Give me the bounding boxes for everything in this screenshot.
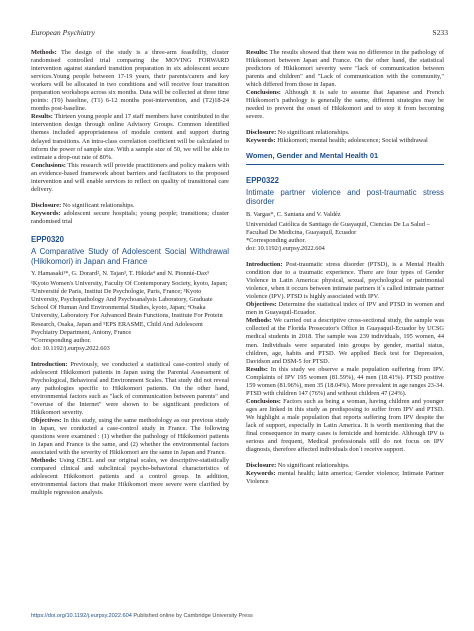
author-list: B. Vargas*, C. Santana and V. Valdéz [246, 210, 341, 218]
disclosure-paragraph: Disclosure: No significant relationships. [246, 462, 350, 470]
affiliations: ¹Kyoto Women's University, Faculty Of Contemporary Society, kyoto, Japan; ²Université de Paris, Institut De Psychologie, Paris, France; ³Kyoto University, Psychopathology And Psychoanalysis Laboratory, Graduate School Of Human And Environmental Studies, kyoto, Japan; ⁴Osaka University, Laboratory For Advanced Brain Functions, Institute For Protein Research, Osaka, Japan and ⁵EPS ERASME, Child And Adolescent Psychiatry Department, Antony, France [31, 280, 228, 336]
doi-link[interactable]: https://doi.org/10.1192/j.eurpsy.2022.604 [31, 613, 132, 619]
disclosure-paragraph: Disclosure: No significant relationships. [31, 201, 135, 209]
journal-name: European Psychiatry [31, 28, 96, 37]
methods-paragraph: Methods: The design of the study is a three-arm feasibility, cluster randomised controlled trial comparing the MOVING FORWARD intervention against standard transition preparation in six adolescent secure services.Young people between 17-19 years, their parents/carers and key workers will be allocated in two conditions and will receive four transition preparation workshops across six months. Data will be collected at three time points: (T0) baseline, (T1) 6-12 months post-intervention, and (T2)18-24 months post-baseline. [31, 49, 229, 113]
keywords-paragraph: Keywords: Hikikomori; mental health; adolescence; Social withdrawal [246, 137, 428, 145]
abstract-title: A Comparative Study of Adolescent Social Withdrawal (Hikikomori) in Japan and France [31, 247, 229, 266]
page-number: S233 [432, 28, 448, 37]
results-paragraph: Results: In this study we observe a male population suffering from IPV. Complaints of IPV 195 women (81.59%), 44 men (18.41%). PTSD positive 159 women (81.96%), men 35 (18.04%). More prevalent in age ranges 23-34. PTSD with children 147 (76%) and without children 47 (24%). [246, 365, 444, 397]
methods-paragraph: Methods: We carried out a descriptive cross-sectional study, the sample was collected at the Florida Prosecutor's Office in Guayaquil-Ecuador by UCSG medical students in 2018. The sample was 239 individuals, 195 women, 44 men. Individuals were separated into groups by gender, marital status, children, age, habits and PTSD. We applied Beck test for Depression, Davidson and DSM-5 for PTSD. [246, 317, 444, 365]
keywords-paragraph: Keywords: adolescent secure hospitals; young people; transitions; cluster randomised trial [31, 209, 229, 225]
conclusions-paragraph: Conclusions: This research will provide practitioners and policy makers with an evidence-based framework about barriers and facilitators to the proposed intervention and will enable services to reflect on quality of transitional care delivery. [31, 161, 229, 193]
right-column [246, 49, 444, 486]
publisher-note: Published online by Cambridge University Press [131, 613, 253, 619]
abstract-title: Intimate partner violence and post-traumatic stress disorder [246, 187, 444, 207]
introduction-paragraph: Introduction: Post-traumatic stress disorder (PTSD), is a Mental Health condition due to a traumatic experience. There are four types of Gender Violence in Latin America: physical, sexual, psychological or patrimonial violence, when it occurs between intimate partners it´s called intimate partner violence (IPV). PTSD is highly associated with IPV. [246, 261, 444, 301]
keywords-paragraph: Keywords: mental health; latin america; Gender violence; Intimate Partner Violence [246, 470, 444, 486]
introduction-paragraph: Introduction: Previously, we conducted a statistical case-control study of adolescent Hikikomori patients in Japan using the Parental Assessment of Psychological, Behavioral and Environment Scales. That study did not reveal any pathologies specific to Hikikomori patients. On the other hand, environmental factors such as "lack of communication between parents" and "overuse of the Internet" were shown to be significant predictors of Hikikomori severity. [31, 360, 229, 416]
author-list: Y. Hamasaki¹*, G. Dorard², N. Tajan³, T. Hikida⁴ and N. Pionnié-Dax⁵ [31, 270, 210, 278]
section-heading: Women, Gender and Mental Health 01 [246, 152, 444, 165]
methods-paragraph: Methods: Using CBCL and our original scales, we descriptive-statistically compared clinical and subclinical psycho-behavioral characteristics of adolescent Hikikomori patients and a control group. In addition, environmental factors that make Hikikomori more severe were clarified by multiple regression analysis. [31, 457, 229, 497]
objectives-paragraph: Objectives: Determine the statistical index of IPV and PTSD in women and men in Guayaquil-Ecuador. [246, 301, 444, 317]
abstract-id: EPP0322 [246, 175, 279, 185]
doi: doi: 10.1192/j.eurpsy.2022.603 [31, 344, 110, 352]
results-paragraph: Results: The results showed that there was no difference in the pathology of Hikikomori between Japan and France. On the other hand, the statistical predictors of Hikikomori severity were "lack of communication between parents and children" and "Lack of communication with the community," which differed from those in Japan. [246, 49, 444, 89]
conclusions-paragraph: Conclusions: Factors such as being a woman, having children and younger ages are linked in this study as predisposing to suffer from IPV and PTSD. We highlight a male population that reports suffering from IPV despite the lack of support, especially in Latin America. It is worth mentioning that the final consequence in many cases is femicide and homicide. Although IPV is serious and frequent, Medical professionals still do not focus on IPV diagnosis, therefore affected individuals don´t receive support. [246, 397, 444, 454]
corresponding-author: *Corresponding author. [31, 336, 91, 344]
abstract-id: EPP0320 [31, 234, 64, 244]
doi: doi: 10.1192/j.eurpsy.2022.604 [246, 244, 325, 252]
conclusions-paragraph: Conclusions: Although it is safe to assume that Japanese and French Hikikomori's pathology is generally the same, different strategies may be needed to prevent the onset of Hikikomori and to stop it from becoming severe. [246, 89, 444, 121]
affiliations: Universidad Católica de Santiago de Guayaquil, Ciencias De La Salud – Facultad De Medicina, Guayaquil, Ecuador [246, 220, 430, 236]
results-paragraph: Results: Thirteen young people and 17 staff members have contributed to the intervention design through online Advisory Groups. Common identified themes included appropriateness of module content and support during delayed transitions. An intra-class correlation coefficient will be calculated to inform the power of sample size. With a sample size of 50, we will be able to estimate a drop-out rate of 80%. [31, 113, 229, 161]
objectives-paragraph: Objectives: In this study, using the same methodology as our previous study in Japan, we conducted a case-control study in France. The following questions were examined : (1) whether the pathology of Hikikomori patients in Japan and France is the same, and (2) whether the environmental factors associated with the severity of Hikikomori are the same in Japan and France. [31, 417, 229, 457]
corresponding-author: *Corresponding author. [246, 236, 306, 244]
page-footer [31, 613, 253, 619]
disclosure-paragraph: Disclosure: No significant relationships. [246, 129, 350, 137]
left-column [31, 49, 229, 497]
